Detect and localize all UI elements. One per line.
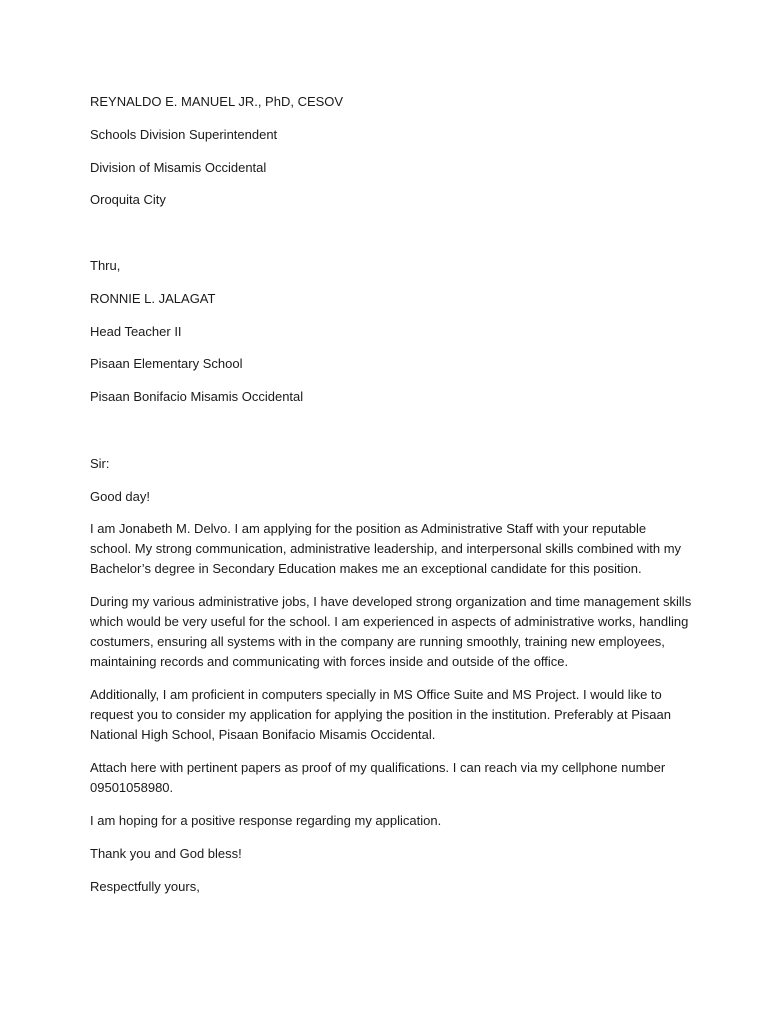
thru-position: Head Teacher II — [90, 324, 182, 339]
body-paragraph-5: I am hoping for a positive response regarding my application. — [90, 813, 442, 828]
paragraph-line: school. My strong communication, administrative leadership, and interpersonal skills combined with my — [90, 541, 682, 556]
paragraph-line: During my various administrative jobs, I have developed strong organization and time management skills — [90, 594, 692, 609]
paragraph-line: National High School, Pisaan Bonifacio Misamis Occidental. — [90, 727, 436, 742]
body-paragraph-6: Thank you and God bless! — [90, 846, 242, 861]
body-paragraph-4 — [90, 758, 690, 798]
paragraph-line: which would be very useful for the school. I am experienced in aspects of administrative works, handling — [90, 614, 689, 629]
thru-name: RONNIE L. JALAGAT — [90, 291, 216, 306]
salutation: Sir: — [90, 456, 110, 471]
closing: Respectfully yours, — [90, 879, 200, 894]
thru-address: Pisaan Bonifacio Misamis Occidental — [90, 389, 304, 404]
body-paragraph-1 — [90, 519, 690, 579]
greeting: Good day! — [90, 489, 150, 504]
paragraph-line: costumers, ensuring all systems with in the company are running smoothly, training new employees, — [90, 634, 665, 649]
thru-school: Pisaan Elementary School — [90, 356, 243, 371]
paragraph-line: Attach here with pertinent papers as proof of my qualifications. I can reach via my cellphone number — [90, 760, 666, 775]
paragraph-line: request you to consider my application for applying the position in the institution. Preferably at Pisaan — [90, 707, 672, 722]
recipient-name: REYNALDO E. MANUEL JR., PhD, CESOV — [90, 94, 344, 109]
recipient-division: Division of Misamis Occidental — [90, 160, 267, 175]
paragraph-line: I am Jonabeth M. Delvo. I am applying for the position as Administrative Staff with your reputable — [90, 521, 647, 536]
thru-label: Thru, — [90, 258, 121, 273]
paragraph-line: 09501058980. — [90, 780, 174, 795]
body-paragraph-2 — [90, 592, 690, 672]
paragraph-line: Additionally, I am proficient in computers specially in MS Office Suite and MS Project. I would like to — [90, 687, 662, 702]
recipient-position: Schools Division Superintendent — [90, 127, 278, 142]
paragraph-line: maintaining records and communicating with forces inside and outside of the office. — [90, 654, 569, 669]
recipient-city: Oroquita City — [90, 192, 166, 207]
body-paragraph-3 — [90, 685, 690, 745]
paragraph-line: Bachelor’s degree in Secondary Education makes me an exceptional candidate for this position. — [90, 561, 642, 576]
